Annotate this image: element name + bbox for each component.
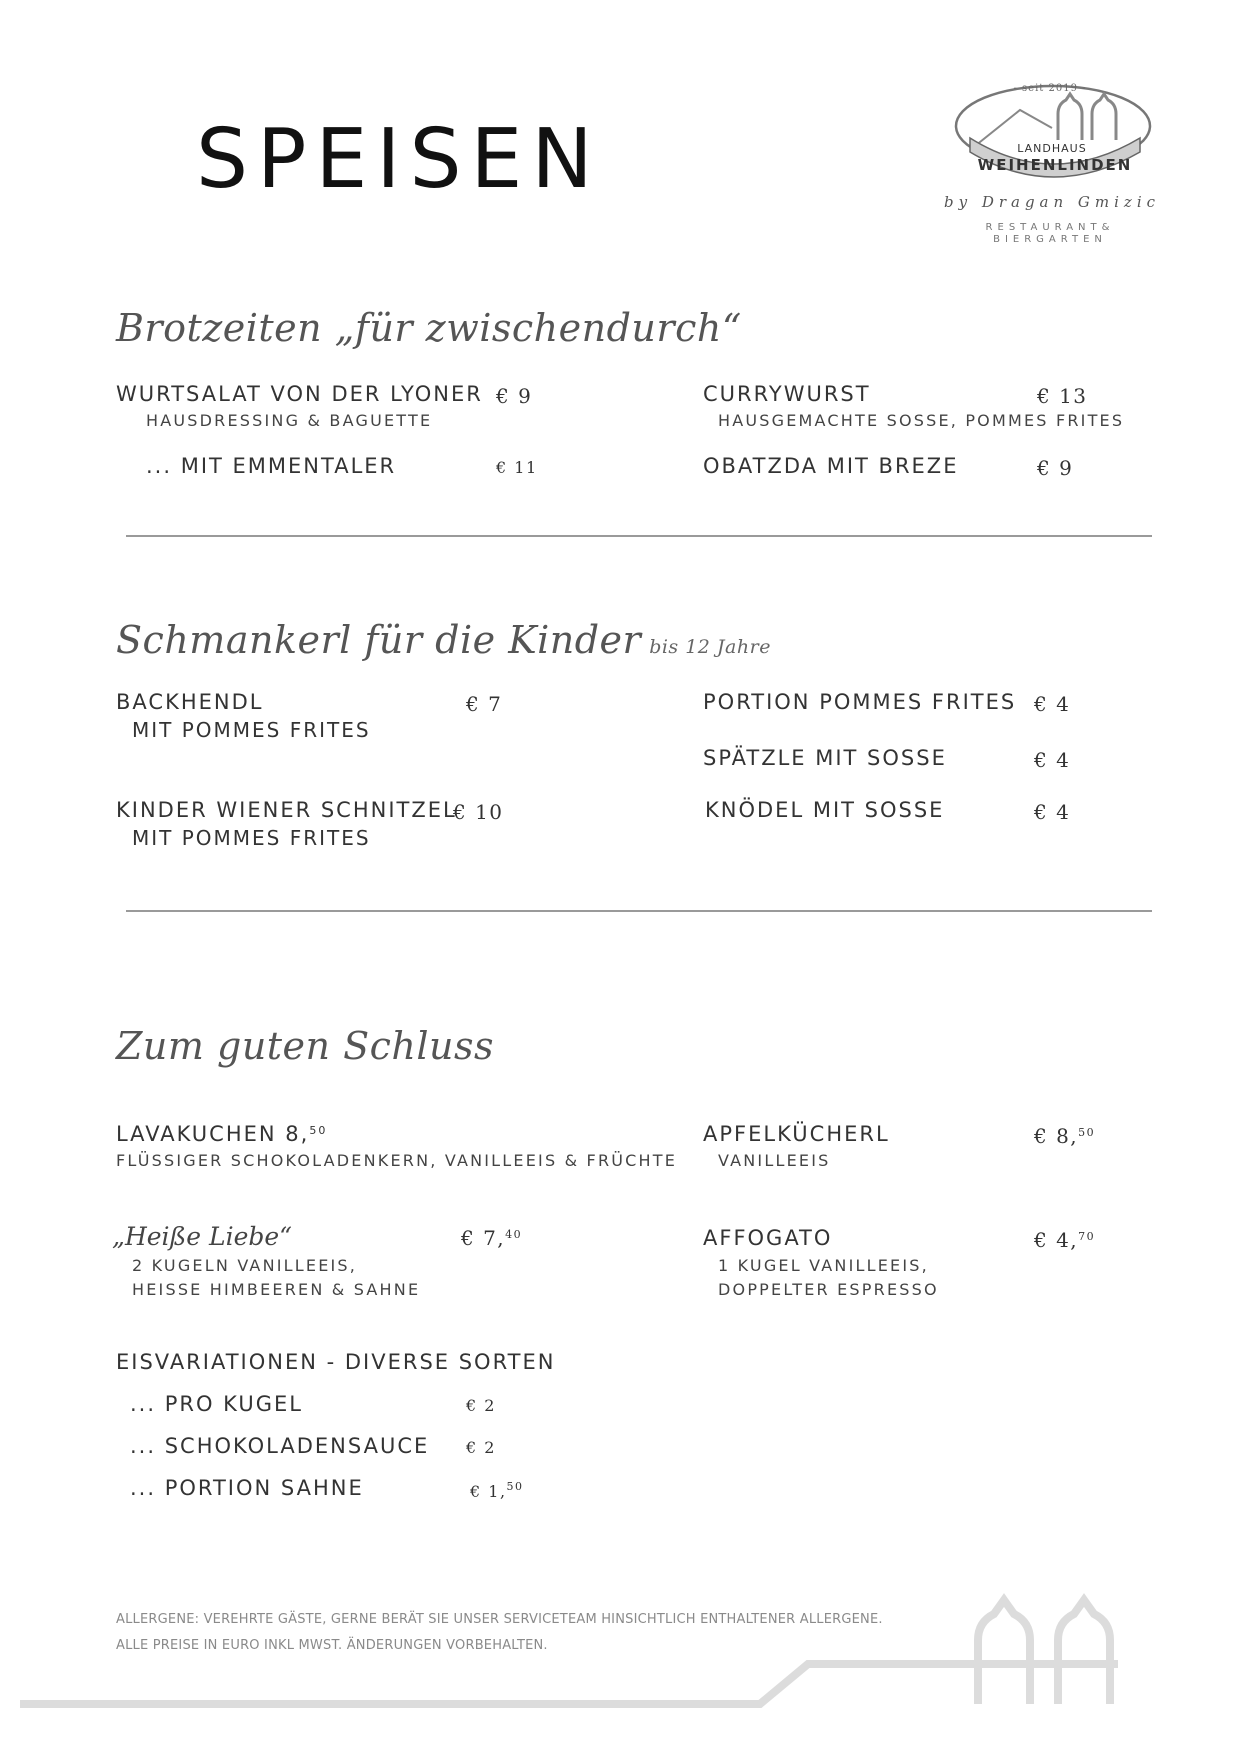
restaurant-logo [940, 80, 1170, 250]
menu-item-price: € 10 [453, 800, 504, 824]
menu-item-name [116, 1122, 327, 1146]
section-heading-kinder [116, 618, 771, 662]
menu-item-name: ... PRO KUGEL [130, 1392, 303, 1416]
logo-emblem [940, 80, 1170, 250]
menu-item-price: € 7 [466, 692, 503, 716]
menu-item-name: ... PORTION SAHNE [130, 1476, 364, 1500]
menu-item-name: EISVARIATIONEN - DIVERSE SORTEN [116, 1350, 556, 1374]
menu-item-price: € 2 [466, 1396, 496, 1415]
price-sup: 50 [1078, 1126, 1096, 1139]
menu-item-desc: VANILLEEIS [718, 1151, 831, 1170]
menu-item-name: OBATZDA MIT BREZE [703, 454, 959, 478]
menu-item-name: CURRYWURST [703, 382, 871, 406]
menu-item-price: € 9 [1037, 456, 1074, 480]
menu-item-price: € 2 [466, 1438, 496, 1457]
menu-item-desc: 1 KUGEL VANILLEEIS, [718, 1256, 929, 1275]
section-heading-text: Schmankerl für die Kinder [116, 618, 642, 662]
logo-tag2: BIERGARTEN [993, 234, 1107, 245]
menu-item-price [470, 1480, 524, 1501]
menu-item-desc: 2 KUGELN VANILLEEIS, [132, 1256, 358, 1275]
footer-allergen-note: ALLERGENE: VEREHRTE GÄSTE, GERNE BERÄT SIE UNSER SERVICETEAM HINSICHTLICH ENTHALTENER ALLERGENE. [116, 1612, 883, 1627]
menu-item-price: € 4 [1034, 692, 1071, 716]
menu-item-desc: HEISSE HIMBEEREN & SAHNE [132, 1280, 421, 1299]
menu-item-name: AFFOGATO [703, 1226, 833, 1250]
logo-name: WEIHENLINDEN [977, 156, 1133, 174]
price-sup: 50 [506, 1480, 524, 1493]
menu-item-desc: HAUSGEMACHTE SOSSE, POMMES FRITES [718, 411, 1125, 430]
price-text: € 1, [470, 1482, 507, 1501]
menu-item-name: KINDER WIENER SCHNITZEL [116, 798, 457, 822]
price-text: € 8, [1034, 1124, 1079, 1148]
section-heading-brotzeiten: Brotzeiten „für zwischendurch“ [116, 306, 742, 350]
menu-item-name: APFELKÜCHERL [703, 1122, 890, 1146]
menu-item-price: € 4 [1034, 800, 1071, 824]
menu-item-name: ... SCHOKOLADENSAUCE [130, 1434, 430, 1458]
price-text: € 4, [1034, 1228, 1079, 1252]
menu-item-price [1034, 1124, 1095, 1148]
logo-landhaus: LANDHAUS [1017, 142, 1087, 155]
logo-by: by Dragan Gmizic [943, 193, 1161, 211]
menu-item-name: PORTION POMMES FRITES [703, 690, 1017, 714]
menu-item-price: € 13 [1037, 384, 1088, 408]
menu-item-name: ... MIT EMMENTALER [146, 454, 397, 478]
price-sup: 50 [309, 1124, 328, 1137]
menu-item-price [461, 1226, 522, 1250]
menu-item-desc: FLÜSSIGER SCHOKOLADENKERN, VANILLEEIS & FRÜCHTE [116, 1151, 678, 1170]
section-divider [126, 535, 1152, 537]
footer-price-note: ALLE PREISE IN EURO INKL MWST. ÄNDERUNGEN VORBEHALTEN. [116, 1638, 548, 1653]
footer-decoration [0, 1580, 1240, 1754]
logo-seit: - seit 2019 - [1013, 83, 1087, 94]
section-heading-sub: bis 12 Jahre [649, 636, 771, 658]
page-title: SPEISEN [196, 112, 602, 207]
menu-item-price [1034, 1228, 1095, 1252]
menu-item-desc: HAUSDRESSING & BAGUETTE [146, 411, 433, 430]
menu-item-name: KNÖDEL MIT SOSSE [705, 798, 945, 822]
price-sup: 70 [1078, 1230, 1096, 1243]
menu-item-name: SPÄTZLE MIT SOSSE [703, 746, 947, 770]
menu-item-name-text: LAVAKUCHEN 8, [116, 1122, 310, 1146]
price-sup: 40 [505, 1228, 523, 1241]
section-divider [126, 910, 1152, 912]
logo-tag1: RESTAURANT& [985, 222, 1115, 233]
menu-item-price: € 9 [496, 384, 533, 408]
menu-item-name: BACKHENDL [116, 690, 264, 714]
section-heading-schluss: Zum guten Schluss [116, 1024, 495, 1068]
menu-item-price: € 11 [496, 458, 538, 477]
price-text: € 7, [461, 1226, 506, 1250]
menu-item-price: € 4 [1034, 748, 1071, 772]
menu-item-desc: DOPPELTER ESPRESSO [718, 1280, 939, 1299]
menu-item-name: „Heiße Liebe“ [112, 1222, 292, 1251]
menu-item-name: WURTSALAT VON DER LYONER [116, 382, 483, 406]
menu-item-desc: MIT POMMES FRITES [132, 826, 371, 850]
menu-item-desc: MIT POMMES FRITES [132, 718, 371, 742]
